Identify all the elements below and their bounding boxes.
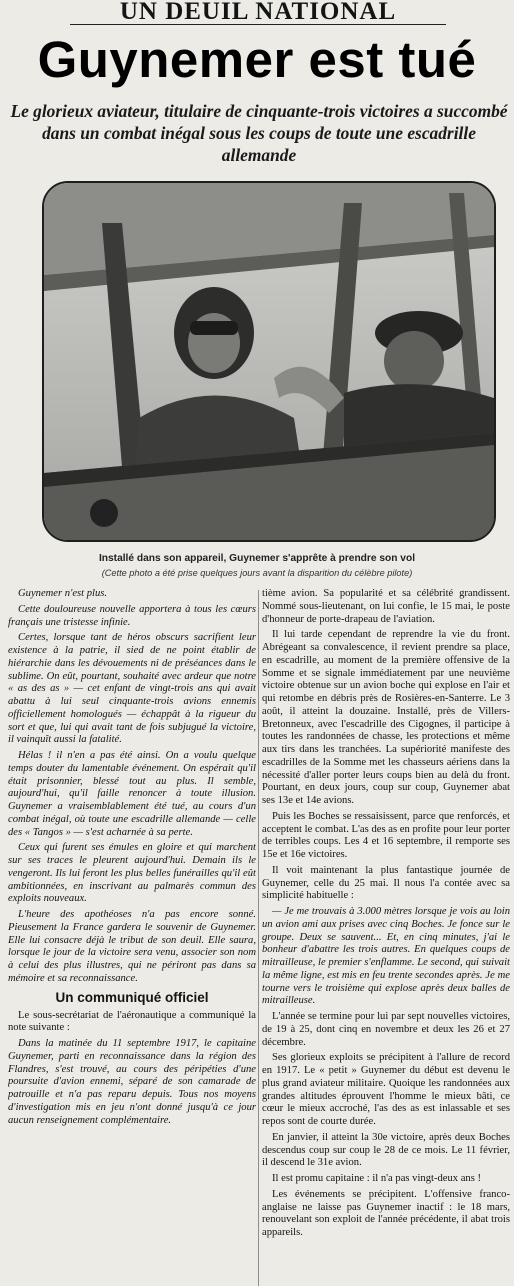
paragraph: L'heure des apothéoses n'a pas encore sonné. Pieusement la France gardera le souvenir de Guynemer. Elle lui consacre déjà le tribut de son deuil. Elle saura, lorsque le jour de la victoire sera venu, associer son nom à celui des plus illustres, qui ne périront pas dans sa mémoire et sa reconnaissance. [8,909,256,984]
pilot-goggles [190,321,238,335]
deck-subheadline: Le glorieux aviateur, titulaire de cinquante-trois victoires a succombé dans un combat inégal sous les coups de toute une escadrille allemande [10,101,508,165]
mechanic-face [384,331,444,391]
paragraph: Hélas ! il n'en a pas été ainsi. On a voulu quelque temps douter du lamentable événement. On espérait qu'il était prisonnier, blessé tout au plus. Il semble, aujourd'hui, qu'il faille renoncer à toute illusion. Guynemer a vraisemblablement été tué, au cours d'un combat inégal, où toute une escadrille allemande — celle des « Tangos » — s'est acharnée à sa perte. [8,750,256,838]
paragraph: Il voit maintenant la plus fantastique journée de Guynemer, celle du 25 mai. Il nous l'a contée avec sa simplicité habituelle : [262,864,510,902]
paragraph: L'année se termine pour lui par sept nouvelles victoires, de 19 à 25, dont cinq en novembre et deux les 26 et 27 décembre. [262,1011,510,1048]
paragraph: Les événements se précipitent. L'offensive franco-anglaise ne laisse pas Guynemer inactif : le 18 mars, renouvelant son exploit de l'année précédente, il abat trois appareils. [262,1188,510,1238]
paragraph: Dans la matinée du 11 septembre 1917, le capitaine Guynemer, parti en reconnaissance dans la région des Flandres, s'est trouvé, au cours des péripéties d'une poursuite d'avion ennemi, séparé de son camarade de patrouille et n'a pas reparu depuis. Tous nos moyens d'investigation mis en jeu n'ont donné jusqu'à ce jour aucun renseignement complémentaire. [8,1038,256,1126]
right-column [262,588,510,1286]
headline: Guynemer est tué [37,31,477,88]
aviator-photo [42,181,496,542]
aviator-photo-illustration [44,183,494,540]
paragraph: Il lui tarde cependant de reprendre la vie du front. Abrégeant sa convalescence, il revient prendre sa place, en escadrille, au moment de la première offensive de la Somme et se signale immédiatement par une neuvième victoire obtenue sur un avion boche qui explose en l'air et qui retombe en débris près de Rosières-en-Santerre. Le 3 août, il atteint la douzaine. Installé, près de Villers-Bretonneux, avec l'escadrille des Cigognes, il participe à toutes les randonnées de chasse, les protections et même aux tirs dans les tranchées. La supériorité manifeste des escadrilles de la Somme met les chasseurs aériens dans la nécessité d'aller porter leurs coups bien au delà du front. Pourtant, en deux jours, coup sur coup, Guynemer abat ses 13e et 14e avions. [262,629,510,806]
photo-note: (Cette photo a été prise quelques jours avant la disparition du célèbre pilote) [101,568,413,578]
photo-caption: Installé dans son appareil, Guynemer s'apprête à prendre son vol [98,553,416,564]
paragraph: Certes, lorsque tant de héros obscurs sacrifient leur existence à la patrie, il sied de ne point établir de hiérarchie dans les dévouements ni de préséances dans le sublime. On eût, pourtant, souhaité avec ardeur que notre « as des as » — cet enfant de vingt-trois ans qui avait abattu à lui seul cinquante-trois avions ennemis officiellement homologués — échappât à la rigueur du sort et que, lui qui avait tant de fois subjugué la victoire, il vainquît aussi la fatalité. [8,632,256,746]
paragraph: Le sous-secrétariat de l'aéronautique a communiqué la note suivante : [8,1009,256,1034]
paragraph: En janvier, il atteint la 30e victoire, après deux Boches descendus coup sur coup le 28 de ce mois. Le 11 février, il descend le 31e avion. [262,1131,510,1169]
paragraph: Puis les Boches se ressaisissent, parce que renforcés, et acceptent le combat. L'as des as en profite pour leur porter de terribles coups. Les 4 et 16 septembre, il remporte ses 15e et 16e victoires. [262,810,510,860]
left-column [8,588,256,1286]
paragraph: Ceux qui furent ses émules en gloire et qui marchent sur ses traces le pleurent aujourd'hui. Demain ils le vengeront. Ils lui feront les plus belles funérailles qu'il eût ambitionnées, en inscrivant au palmarès commun des exploits nouveaux. [8,842,256,905]
paragraph: Guynemer n'est plus. [18,588,108,599]
kicker-heading: UN DEUIL NATIONAL [70,0,446,25]
aircraft-detail [90,499,118,527]
column-divider [258,590,259,1286]
quote-paragraph: — Je me trouvais à 3.000 mètres lorsque je vois au loin un avion ami aux prises avec cinq Boches. Je fonce sur le groupe. Deux se sauvent... Et, en cinq minutes, j'ai le bonheur d'abattre les trois autres. En quelques coups de mitrailleuse, le premier s'enflamme. Le second, qui suivait la même ligne, est mis en feu trente secondes après. Je me tourne vers le troisième qui explose après deux balles de mitrailleuse. [262,906,510,1007]
paragraph: Cette douloureuse nouvelle apportera à tous les cœurs français une tristesse infinie. [8,603,256,628]
paragraph: tième avion. Sa popularité et sa célébrité grandissent. Nommé sous-lieutenant, on lui confie, le 15 mai, le poste d'honneur de porte-drapeau de l'aviation. [262,588,510,625]
paragraph: Il est promu capitaine : il n'a pas vingt-deux ans ! [272,1173,482,1184]
paragraph: Ses glorieux exploits se précipitent à l'allure de record en 1917. Le « petit » Guynemer du début est devenu le plus grand aviateur militaire. Quoique les randonnées aux grandes altitudes éprouvent l'homme le mieux bâti, ce cœur le mieux accroché, l'as des as est inlassable et ses repos sont de courte durée. [262,1052,510,1127]
section-subheading: Un communiqué officiel [55,989,209,1005]
